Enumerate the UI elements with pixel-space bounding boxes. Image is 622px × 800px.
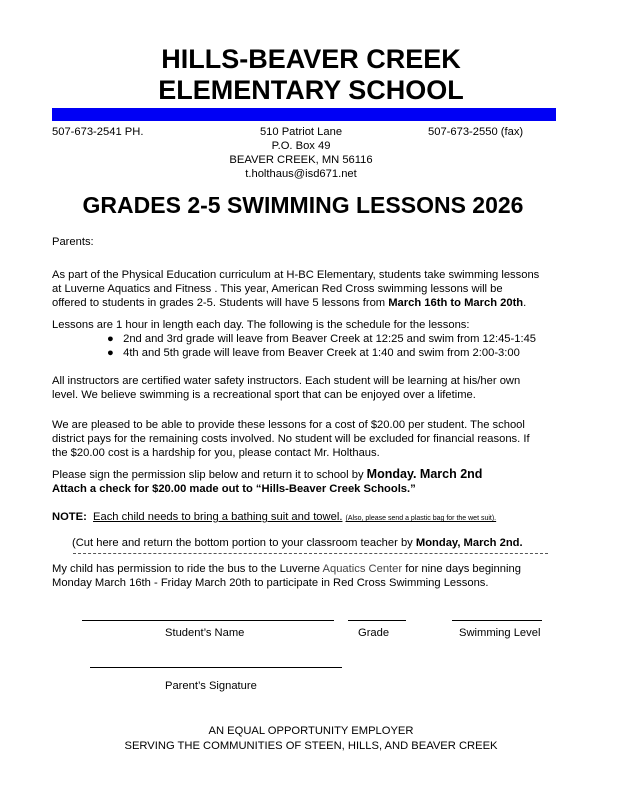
due-date: Monday. March 2nd [366,467,483,481]
address-line: 510 Patriot Lane [259,126,343,138]
paragraph-line: We are pleased to be able to provide these lessons for a cost of $20.00 per student. The school [52,419,525,431]
paragraph-line [52,296,526,310]
school-name-line2: ELEMENTARY SCHOOL [158,75,464,105]
note-text: Each child needs to bring a bathing suit and towel. [93,511,343,523]
lesson-dates: March 16th to March 20th [388,297,524,309]
bullet-text: 4th and 5th grade will leave from Beaver Creek at 1:40 and swim from 2:00-3:00 [123,347,520,359]
phone: 507-673-2541 PH. [52,126,144,138]
note [52,510,496,526]
header-divider-bar [52,108,556,121]
text: . [523,297,527,309]
student-name-field[interactable] [82,620,334,621]
text: (Cut here and return the bottom portion to your classroom teacher by [72,537,416,549]
school-name-line1: HILLS-BEAVER CREEK [161,44,461,74]
text: Please sign the permission slip below and return it to school by [52,469,367,481]
paragraph-line: Lessons are 1 hour in length each day. The following is the schedule for the lessons: [52,319,470,331]
footer-line: AN EQUAL OPPORTUNITY EMPLOYER [208,725,414,737]
salutation: Parents: [52,236,94,248]
note-small: (Also, please send a plastic bag for the wet suit). [345,515,497,522]
bullet-item: ● 2nd and 3rd grade will leave from Beaver Creek at 12:25 and swim from 12:45-1:45 [107,333,537,345]
address-line: P.O. Box 49 [271,140,331,152]
email: t.holthaus@isd671.net [245,168,357,180]
bullet-text: 2nd and 3rd grade will leave from Beaver Creek at 12:25 and swim from 12:45-1:45 [123,333,537,345]
swimming-level-field[interactable] [452,620,542,621]
paragraph-line: the $20.00 cost is a hardship for you, please contact Mr. Holthaus. [52,447,380,459]
slip-line: Monday March 16th - Friday March 20th to participate in Red Cross Swimming Lessons. [52,577,489,589]
text: offered to students in grades 2-5. Students will have 5 lessons from [52,297,389,309]
paragraph-line: level. We believe swimming is a recreational sport that can be enjoyed over a lifetime. [52,389,476,401]
footer-line: SERVING THE COMMUNITIES OF STEEN, HILLS, AND BEAVER CREEK [124,740,498,752]
text: for nine days beginning [402,563,521,575]
swimming-level-label: Swimming Level [459,627,541,639]
paragraph-line: district pays for the remaining costs involved. No student will be excluded for financial reasons. If [52,433,530,445]
page-heading: GRADES 2-5 SWIMMING LESSONS 2026 [82,192,524,218]
cut-date: Monday, March 2nd. [415,537,523,549]
fax: 507-673-2550 (fax) [428,126,524,138]
grade-field[interactable] [348,620,406,621]
address-line: BEAVER CREEK, MN 56116 [229,154,373,166]
signature-field[interactable] [90,667,342,668]
paragraph-line: All instructors are certified water safety instructors. Each student will be learning at his/her own [52,375,521,387]
cut-line [73,553,548,554]
note-label: NOTE: [52,511,87,523]
bullet-item: ● 4th and 5th grade will leave from Beaver Creek at 1:40 and swim from 2:00-3:00 [107,347,520,359]
grade-label: Grade [358,627,390,639]
text: My child has permission to ride the bus to the Luverne [52,563,323,575]
paragraph-line: at Luverne Aquatics and Fitness . This year, American Red Cross swimming lessons will be [52,283,503,295]
check-instruction: Attach a check for $20.00 made out to “Hills-Beaver Creek Schools.” [52,483,416,495]
signature-label: Parent’s Signature [165,680,257,692]
slip-line [52,562,521,576]
cut-instruction [72,536,523,550]
student-name-label: Student’s Name [165,627,245,639]
paragraph-line: As part of the Physical Education curriculum at H-BC Elementary, students take swimming lessons [52,269,540,281]
text: Aquatics Center [322,563,403,575]
paragraph-line [52,467,482,482]
